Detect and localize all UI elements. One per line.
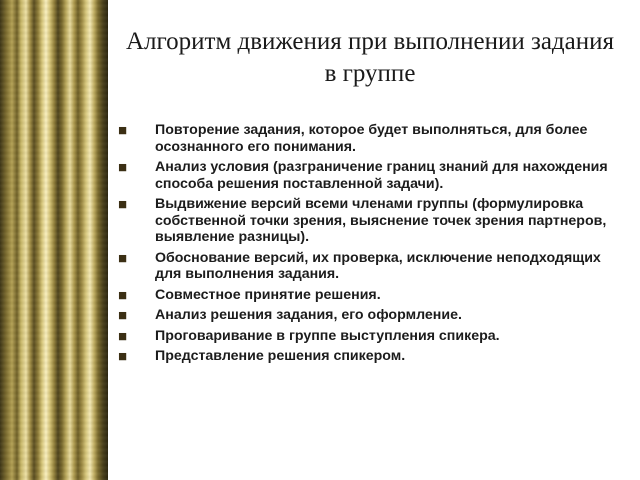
list-item-text: Повторение задания, которое будет выполняться, для более осознанного его понимания. (155, 122, 588, 155)
list-item (118, 287, 618, 304)
square-bullet-icon: ■ (118, 249, 128, 267)
list-item (118, 122, 618, 155)
list-item (118, 348, 618, 365)
list-item-text: Выдвижение версий всеми членами группы (формулировка собственной точки зрения, выяснение точек зрения партнеров, выявление разницы). (155, 196, 607, 245)
list-item (118, 196, 618, 246)
slide-title: Алгоритм движения при выполнении задания в группе (125, 28, 615, 87)
square-bullet-icon: ■ (118, 159, 128, 176)
square-bullet-icon: ■ (118, 307, 128, 324)
square-bullet-icon: ■ (118, 196, 128, 213)
decorative-gold-column (0, 0, 108, 480)
list-item (118, 159, 618, 192)
list-item (118, 250, 618, 283)
bullet-list (118, 122, 618, 369)
square-bullet-icon: ■ (118, 327, 128, 345)
list-item-text: Анализ условия (разграничение границ знаний для нахождения способа решения поставленной задачи). (155, 159, 608, 192)
list-item-text: Обоснование версий, их проверка, исключение неподходящих для выполнения задания. (155, 249, 601, 282)
square-bullet-icon: ■ (118, 348, 128, 365)
square-bullet-icon: ■ (118, 286, 128, 304)
list-item (118, 328, 618, 345)
list-item-text: Представление решения спикером. (155, 348, 406, 364)
list-item (118, 307, 618, 324)
list-item-text: Проговаривание в группе выступления спикера. (155, 327, 500, 344)
square-bullet-icon: ■ (118, 122, 128, 139)
list-item-text: Анализ решения задания, его оформление. (155, 307, 462, 323)
list-item-text: Совместное принятие решения. (155, 286, 381, 303)
